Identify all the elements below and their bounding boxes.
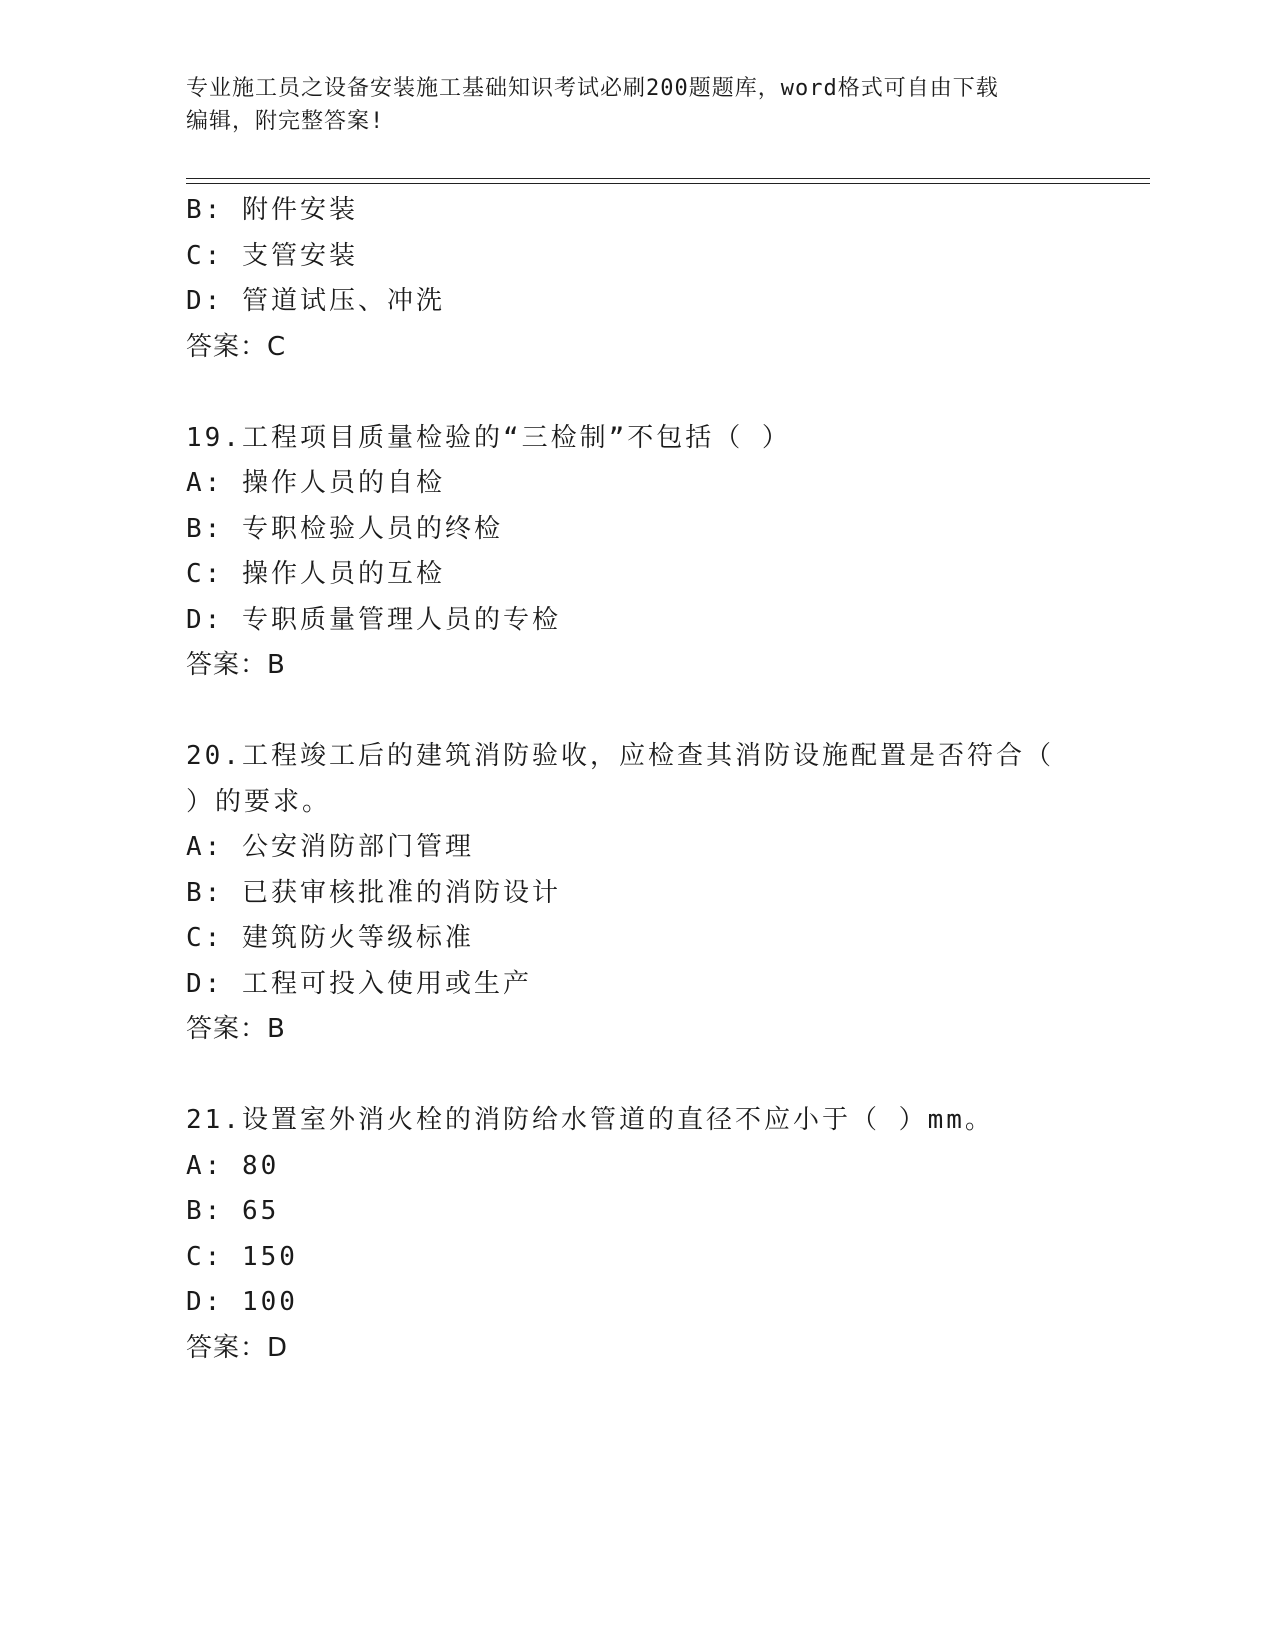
option-c: C: 150: [186, 1241, 298, 1272]
option-c: C: 建筑防火等级标准: [186, 923, 474, 953]
question-text: 19.工程项目质量检验的“三检制”不包括（ ）: [186, 422, 791, 453]
question-text-line-1: 20.工程竣工后的建筑消防验收，应检查其消防设施配置是否符合（: [186, 741, 1054, 771]
spacer: [186, 370, 1146, 416]
option-d: D: 专职质量管理人员的专检: [186, 604, 561, 635]
option-c: C: 支管安装: [186, 240, 358, 271]
option-d: D: 工程可投入使用或生产: [186, 968, 532, 999]
header-divider-bottom: [186, 183, 1150, 184]
header-title-line-1: 专业施工员之设备安装施工基础知识考试必刷200题题库，word格式可自由下载: [186, 76, 999, 101]
option-b: B: 附件安装: [186, 195, 358, 225]
option-d: D: 管道试压、冲洗: [186, 286, 445, 316]
option-a: A: 80: [186, 1150, 280, 1181]
option-a: A: 操作人员的自检: [186, 468, 445, 498]
spacer: [186, 1053, 1146, 1099]
document-header: [186, 72, 1066, 138]
question-21-block: [186, 1098, 1146, 1371]
question-19-block: [186, 416, 1146, 689]
answer-line: 答案：B: [186, 1014, 286, 1044]
option-a: A: 公安消防部门管理: [186, 832, 474, 862]
option-c: C: 操作人员的互检: [186, 559, 445, 589]
option-b: B: 65: [186, 1196, 280, 1226]
header-title-line-2: 编辑，附完整答案!: [186, 109, 385, 134]
question-text-line-2: ）的要求。: [186, 786, 332, 817]
option-d: D: 100: [186, 1287, 298, 1317]
question-20-block: [186, 734, 1146, 1053]
spacer: [186, 689, 1146, 735]
question-text: 21.设置室外消火栓的消防给水管道的直径不应小于（ ）mm。: [186, 1105, 994, 1135]
answer-line: 答案：B: [186, 650, 286, 680]
header-divider-top: [186, 178, 1150, 179]
answer-line: 答案：C: [186, 331, 287, 362]
question-list: [186, 188, 1146, 1371]
question-18-block: [186, 188, 1146, 370]
option-b: B: 已获审核批准的消防设计: [186, 877, 561, 908]
answer-line: 答案：D: [186, 1332, 289, 1363]
option-b: B: 专职检验人员的终检: [186, 513, 503, 544]
